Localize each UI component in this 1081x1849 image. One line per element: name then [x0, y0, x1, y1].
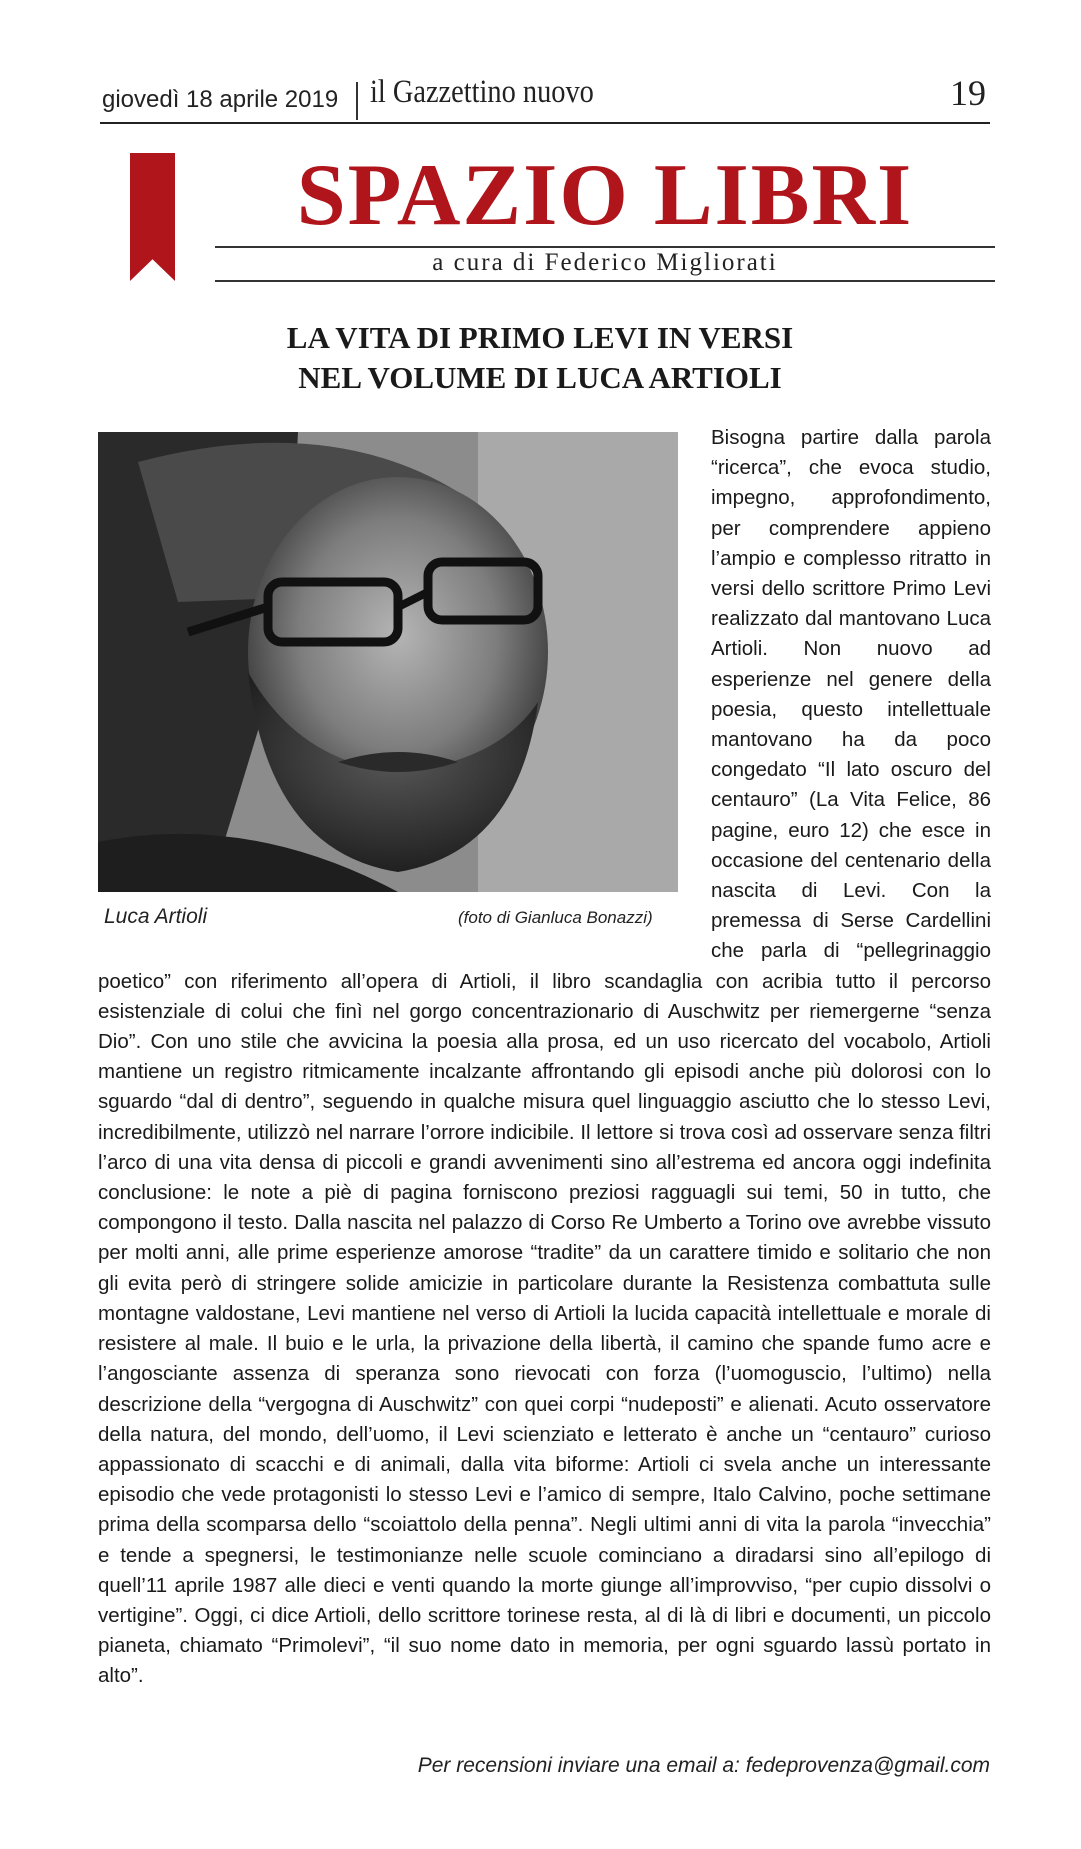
photo-text-wrap-spacer: [98, 423, 711, 953]
article-text: Bisogna partire dalla parola “ricerca”, che evoca studio, impegno, approfondimento, per comprendere appieno l’ampio e complesso ritratto in versi dello scrittore Primo Levi realizzato dal mantovano Luca Artioli. Non nuovo ad esperienze nel genere della poesia, questo intellettuale mantovano ha da poco congedato “Il lato oscuro del centauro” (La Vita Felice, 86 pagine, euro 12) che esce in occasione del centenario della nascita di Levi. Con la premessa di Serse Cardellini che parla di “pellegrinaggio poetico” con riferimento all’opera di Artioli, il libro scandaglia con acribia tutto il percorso esistenziale di colui che finì nel gorgo concentrazionario di Auschwitz per riemergerne “senza Dio”. Con uno stile che avvicina la poesia alla prosa, ed un uso ricercato del vocabolo, Artioli mantiene un registro ritmicamente incalzante affrontando gli episodi anche più dolorosi con lo sguardo “dal di dentro”, seguendo in qualche misura quel linguaggio asciutto che lo stesso Levi, incredibilmente, utilizzò nel narrare l’orrore indicibile. Il lettore si trova così ad osservare senza filtri l’arco di una vita densa di piccoli e grandi avvenimenti sino all’estrema ed ancora oggi indefinita conclusione: le note a piè di pagina forniscono preziosi ragguagli sui temi, 50 in tutto, che compongono il testo. Dalla nascita nel palazzo di Corso Re Umberto a Torino ove avrebbe vissuto per molti anni, alle prime esperienze amorose “tradite” da un carattere timido e solitario che non gli evita però di stringere solide amicizie in particolare durante la Resistenza combattuta sulle montagne valdostane, Levi mantiene nel verso di Artioli la lucida capacità intellettuale e morale di resistere al male. Il buio e le urla, la privazione della libertà, il camino che spande fumo acre e l’angosciante assenza di speranza sono rievocati con forza (l’uomoguscio, l’ultimo) nella descrizione della “vergogna di Auschwitz” con quei corpi “nudeposti” e alienati. Acuto osservatore della natura, del mondo, dell’uomo, il Levi scienziato e letterato è anche un “centauro” curioso appassionato di scacchi e di animali, dalla vita biforme: Artioli ci svela anche un interessante episodio che vede protagonisti lo stesso Levi e l’amico di sempre, Italo Calvino, poche settimane prima della scomparsa dello “scoiattolo della penna”. Negli ultimi anni di vita la parola “invecchia” e tende a spegnersi, le testimonianze nelle scuole cominciano a diradarsi sino all’epilogo di quell’11 aprile 1987 alle dieci e venti quando la morte giunge all’improvviso, “per cupio dissolvi o vertigine”. Oggi, ci dice Artioli, dello scrittore torinese resta, al di là di libri e documenti, un piccolo pianeta, chiamato “Primolevi”, “il suo nome dato in memoria, per ogni sguardo lassù portato in alto”.: [98, 426, 991, 1688]
issue-date: giovedì 18 aprile 2019: [102, 86, 339, 113]
section-curator: a cura di Federico Migliorati: [432, 249, 778, 276]
masthead-divider: [356, 82, 358, 120]
newspaper-name: il Gazzettino nuovo: [370, 74, 594, 110]
article-body: [98, 423, 991, 1692]
section-title: SPAZIO LIBRI: [296, 147, 914, 244]
masthead-bar: [100, 72, 990, 124]
section-rule-bottom: [215, 280, 995, 282]
headline-line-1: LA VITA DI PRIMO LEVI IN VERSI: [286, 320, 794, 355]
article-headline: [160, 318, 920, 398]
page-number: 19: [950, 73, 986, 113]
review-contact-note: Per recensioni inviare una email a: fedeprovenza@gmail.com: [417, 1754, 990, 1777]
photo-caption-name: Luca Artioli: [104, 905, 208, 928]
bookmark-ribbon-icon: [130, 153, 175, 281]
photo-credit: (foto di Gianluca Bonazzi): [458, 908, 653, 927]
headline-line-2: NEL VOLUME DI LUCA ARTIOLI: [298, 360, 782, 395]
